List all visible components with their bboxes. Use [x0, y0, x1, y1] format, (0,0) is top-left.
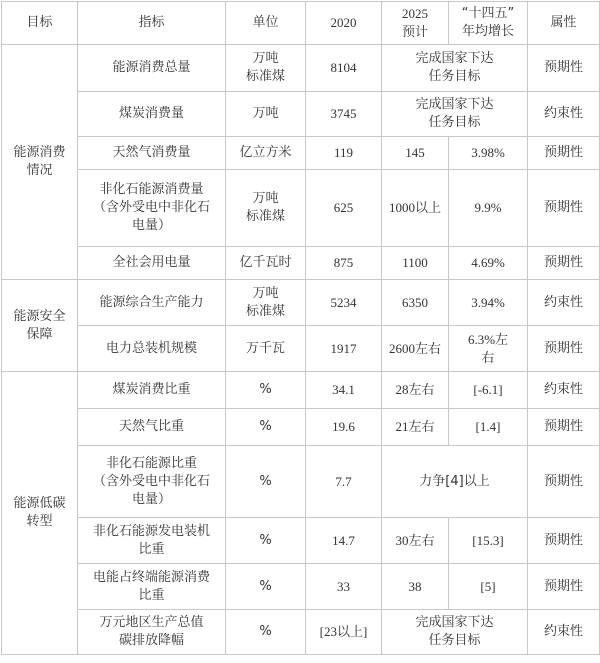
attribute-cell: 预期性 — [528, 170, 600, 247]
table-row — [2, 137, 600, 170]
table-row — [2, 326, 600, 372]
indicator-cell: 非化石能源发电装机 比重 — [78, 518, 226, 564]
indicator-cell: 能源消费总量 — [78, 45, 226, 92]
attribute-cell: 预期性 — [528, 326, 600, 372]
unit-cell: 万吨 标准煤 — [226, 45, 306, 92]
value-2025-cell: 1000以上 — [382, 170, 449, 247]
growth-cell: 3.94% — [449, 280, 528, 326]
unit-cell: 万吨 标准煤 — [226, 280, 306, 326]
value-2020-cell: 7.7 — [306, 446, 382, 518]
growth-cell: [5] — [449, 564, 528, 610]
attribute-cell: 预期性 — [528, 247, 600, 280]
value-2020-cell: 3745 — [306, 92, 382, 137]
value-2020-cell: 34.1 — [306, 372, 382, 409]
growth-cell: [1.4] — [449, 409, 528, 446]
header-cell: 目标 — [2, 2, 78, 45]
unit-cell: 亿千瓦时 — [226, 247, 306, 280]
merged-target-cell: 完成国家下达 任务目标 — [382, 45, 528, 92]
growth-cell: 6.3%左 右 — [449, 326, 528, 372]
value-2025-cell: 145 — [382, 137, 449, 170]
value-2020-cell: 8104 — [306, 45, 382, 92]
value-2020-cell: [23以上] — [306, 610, 382, 655]
unit-cell: 亿立方米 — [226, 137, 306, 170]
merged-target-cell: 力争[4]以上 — [382, 446, 528, 518]
header-cell: 属性 — [528, 2, 600, 45]
merged-target-cell: 完成国家下达 任务目标 — [382, 610, 528, 655]
header-row — [2, 2, 600, 45]
merged-target-cell: 完成国家下达 任务目标 — [382, 92, 528, 137]
value-2020-cell: 33 — [306, 564, 382, 610]
group-name-cell: 能源消费 情况 — [2, 45, 78, 280]
attribute-cell: 预期性 — [528, 137, 600, 170]
attribute-cell: 约束性 — [528, 280, 600, 326]
attribute-cell: 预期性 — [528, 518, 600, 564]
energy-targets-table — [1, 1, 600, 655]
value-2025-cell: 1100 — [382, 247, 449, 280]
growth-cell: 4.69% — [449, 247, 528, 280]
table-row — [2, 280, 600, 326]
indicator-cell: 电力总装机规模 — [78, 326, 226, 372]
unit-cell: % — [226, 446, 306, 518]
value-2025-cell: 21左右 — [382, 409, 449, 446]
table-row — [2, 247, 600, 280]
growth-cell: [15.3] — [449, 518, 528, 564]
table-row — [2, 610, 600, 655]
indicator-cell: 非化石能源比重 （含外受电中非化石 电量） — [78, 446, 226, 518]
header-cell: 指标 — [78, 2, 226, 45]
indicator-cell: 全社会用电量 — [78, 247, 226, 280]
value-2020-cell: 625 — [306, 170, 382, 247]
indicator-cell: 煤炭消费比重 — [78, 372, 226, 409]
unit-cell: 万千瓦 — [226, 326, 306, 372]
value-2025-cell: 2600左右 — [382, 326, 449, 372]
indicator-cell: 煤炭消费量 — [78, 92, 226, 137]
indicator-cell: 天然气比重 — [78, 409, 226, 446]
value-2020-cell: 1917 — [306, 326, 382, 372]
attribute-cell: 预期性 — [528, 409, 600, 446]
header-cell: 单位 — [226, 2, 306, 45]
growth-cell: [-6.1] — [449, 372, 528, 409]
table-row — [2, 170, 600, 247]
table-row — [2, 45, 600, 92]
value-2020-cell: 14.7 — [306, 518, 382, 564]
attribute-cell: 预期性 — [528, 45, 600, 92]
unit-cell: % — [226, 564, 306, 610]
attribute-cell: 预期性 — [528, 564, 600, 610]
indicator-cell: 电能占终端能源消费 比重 — [78, 564, 226, 610]
table-row — [2, 409, 600, 446]
table-row — [2, 518, 600, 564]
indicator-cell: 万元地区生产总值 碳排放降幅 — [78, 610, 226, 655]
indicator-cell: 非化石能源消费量 （含外受电中非化石 电量） — [78, 170, 226, 247]
value-2020-cell: 875 — [306, 247, 382, 280]
value-2020-cell: 19.6 — [306, 409, 382, 446]
unit-cell: 万吨 标准煤 — [226, 170, 306, 247]
group-name-cell: 能源低碳 转型 — [2, 372, 78, 655]
unit-cell: % — [226, 372, 306, 409]
attribute-cell: 预期性 — [528, 446, 600, 518]
table-row — [2, 446, 600, 518]
table-row — [2, 372, 600, 409]
value-2025-cell: 38 — [382, 564, 449, 610]
growth-cell: 9.9% — [449, 170, 528, 247]
value-2025-cell: 28左右 — [382, 372, 449, 409]
indicator-cell: 能源综合生产能力 — [78, 280, 226, 326]
indicator-cell: 天然气消费量 — [78, 137, 226, 170]
value-2020-cell: 119 — [306, 137, 382, 170]
unit-cell: % — [226, 409, 306, 446]
attribute-cell: 约束性 — [528, 372, 600, 409]
attribute-cell: 约束性 — [528, 92, 600, 137]
group-name-cell: 能源安全 保障 — [2, 280, 78, 372]
table-row — [2, 92, 600, 137]
header-cell: 2020 — [306, 2, 382, 45]
growth-cell: 3.98% — [449, 137, 528, 170]
value-2025-cell: 6350 — [382, 280, 449, 326]
value-2020-cell: 5234 — [306, 280, 382, 326]
unit-cell: % — [226, 518, 306, 564]
unit-cell: % — [226, 610, 306, 655]
header-cell: 2025 预计 — [382, 2, 449, 45]
unit-cell: 万吨 — [226, 92, 306, 137]
table-row — [2, 564, 600, 610]
header-cell: “十四五” 年均增长 — [449, 2, 528, 45]
value-2025-cell: 30左右 — [382, 518, 449, 564]
attribute-cell: 约束性 — [528, 610, 600, 655]
